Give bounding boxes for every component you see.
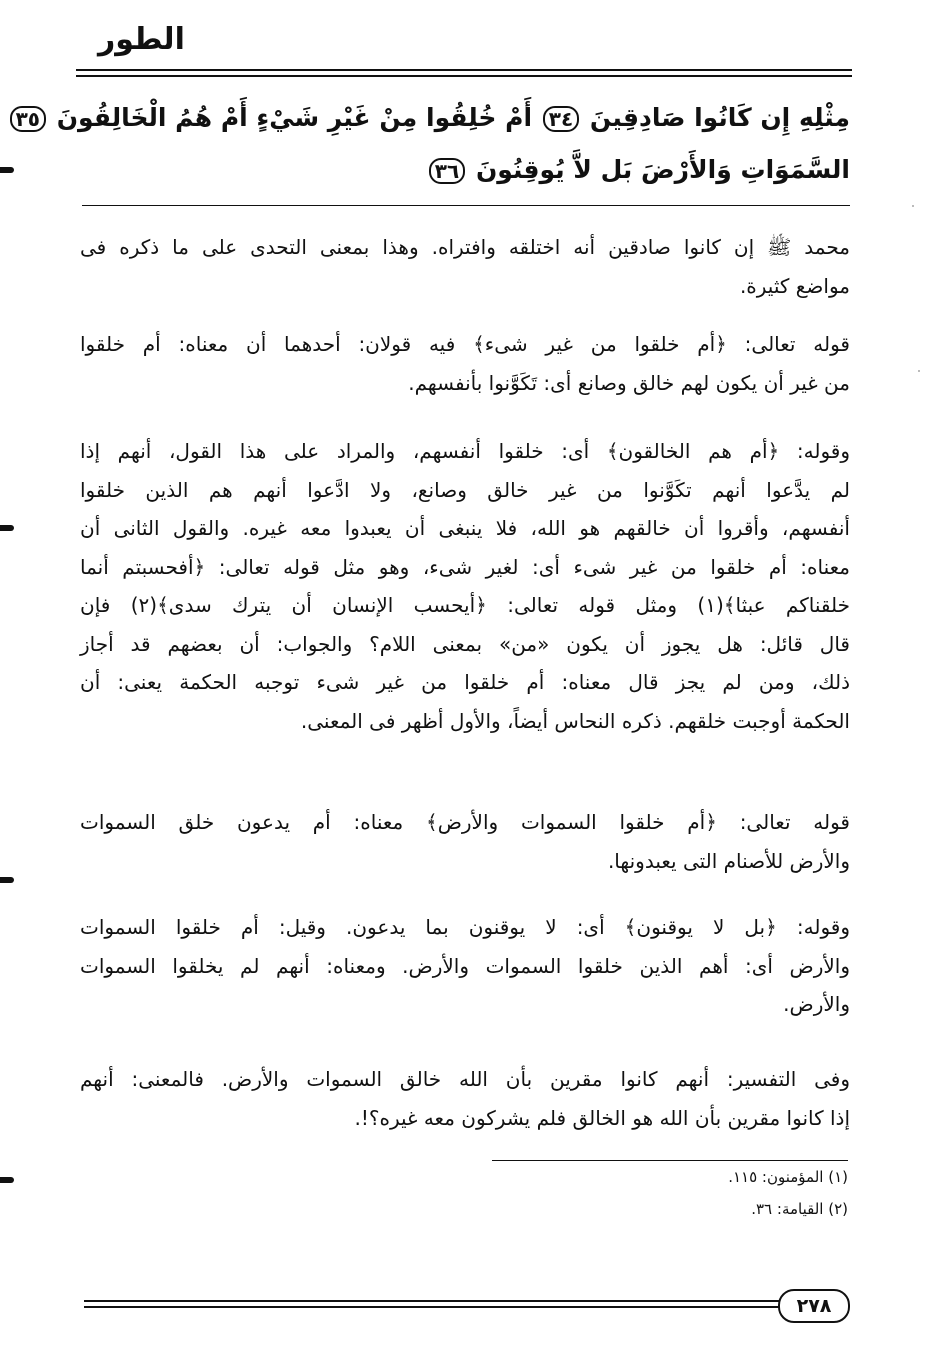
footnote-separator [492, 1160, 848, 1161]
surah-title: الطور [98, 22, 185, 57]
binding-mark [0, 167, 14, 173]
scan-speck [912, 205, 914, 207]
verse-text: السَّمَوَاتِ وَالأَرْضَ بَل لاَّ يُوقِنُونَ [475, 155, 850, 184]
paragraph-line: قوله تعالى: ﴿أم خلقوا السموات والأرض﴾ معناه: أم يدعون خلق السموات [80, 810, 850, 834]
ayah-number-marker: ٣٥ [10, 106, 46, 132]
paragraph-line: والأرض أى: أهم الذين خلقوا السموات والأرض. ومعناه: أنهم لم يخلقوا السموات [80, 953, 850, 978]
paragraph-line: وقوله: ﴿بل لا يوقنون﴾ أى: لا يوقنون بما يدعون. وقيل: أم خلقوا السموات [80, 915, 850, 939]
footnotes [448, 1168, 848, 1218]
footnote-2: (٢) القيامة: ٣٦. [751, 1200, 848, 1218]
verses-separator [82, 205, 850, 206]
paragraph-line: خلقناكم عبثا﴾(١) ومثل قوله تعالى: ﴿أيحسب الإنسان أن يترك سدى﴾(٢) فإن [80, 593, 850, 617]
ayah-number-marker: ٣٤ [543, 106, 579, 132]
binding-mark [0, 1177, 14, 1183]
paragraph-line: محمد ﷺ إن كانوا صادقين أنه اختلقه وافتراه. وهذا بمعنى التحدى على ما ذكره فى [80, 235, 850, 259]
binding-mark [0, 525, 14, 531]
paragraph-line: قال قائل: هل يجوز أن يكون «من» بمعنى اللام؟ والجواب: أن بعضهم قد أجاز [80, 631, 850, 656]
paragraph-line: لم يدَّعوا أنهم تكَوَّنوا من غير خالق وصانع، ولا ادَّعوا أنهم هم الذين خلقوا [80, 477, 850, 502]
footer-rule-top [84, 1300, 780, 1302]
paragraph-line: وفى التفسير: أنهم كانوا مقرين بأن الله خالق السموات والأرض. فالمعنى: أنهم [80, 1067, 850, 1091]
footnote-1: (١) المؤمنون: ١١٥. [728, 1168, 848, 1186]
paragraph-line: إذا كانوا مقرين بأن الله هو الخالق فلم يشركون معه غيره؟!. [354, 1105, 850, 1130]
paragraph-1 [80, 228, 850, 305]
header-rule-bottom [76, 75, 852, 77]
paragraph-4 [80, 803, 850, 880]
scan-speck [918, 370, 920, 372]
paragraph-line: قوله تعالى: ﴿أم خلقوا من غير شىء﴾ فيه قولان: أحدهما أن معناه: أم خلقوا [80, 332, 850, 356]
page-number: ٢٧٨ [796, 1295, 832, 1317]
paragraph-5 [80, 908, 850, 1024]
paragraph-line: وقوله: ﴿أم هم الخالقون﴾ أى: خلقوا أنفسهم، والمراد على هذا القول، أنهم إذا [80, 439, 850, 463]
paragraph-3 [80, 432, 850, 740]
verse-text: مِثْلِهِ إِن كَانُوا صَادِقِينَ [589, 103, 850, 132]
paragraph-line: ذلك، ومن لم يجز قال معناه: أم خلقوا من غير شىء توجبه الحكمة يعنى: أن [80, 670, 850, 694]
paragraph-6 [80, 1060, 850, 1137]
paragraph-line: مواضع كثيرة. [739, 273, 850, 298]
header-rule-top [76, 69, 852, 71]
quran-verses [15, 92, 850, 196]
paragraph-line: والأرض. [783, 992, 850, 1016]
paragraph-line: والأرض للأصنام التى يعبدونها. [607, 848, 850, 873]
paragraph-line: الحكمة أوجبت خلقهم. ذكره النحاس أيضاً، والأول أظهر فى المعنى. [300, 708, 850, 733]
verse-line-2 [80, 144, 850, 196]
page-number-badge [778, 1289, 850, 1323]
footer-rule-bottom [84, 1306, 780, 1308]
paragraph-line: معناه: أم خلقوا من غير شىء أى: لغير شىء، وهو مثل قوله تعالى: ﴿أفحسبتم أنما [80, 554, 850, 579]
paragraph-line: أنفسهم، وأقروا أن خالقهم هو الله، فلا ينبغى أن يعبدوا معه غيره. والقول الثانى أن [80, 516, 850, 540]
paragraph-2 [80, 325, 850, 402]
paragraph-line: من غير أن يكون لهم خالق وصانع أى: تَكَوَّنوا بأنفسهم. [408, 370, 850, 395]
binding-mark [0, 877, 14, 883]
verse-text: أَمْ خُلِقُوا مِنْ غَيْرِ شَيْءٍ أَمْ هُمُ الْخَالِقُونَ [56, 103, 533, 132]
verse-line-1 [15, 92, 850, 144]
ayah-number-marker: ٣٦ [429, 158, 465, 184]
